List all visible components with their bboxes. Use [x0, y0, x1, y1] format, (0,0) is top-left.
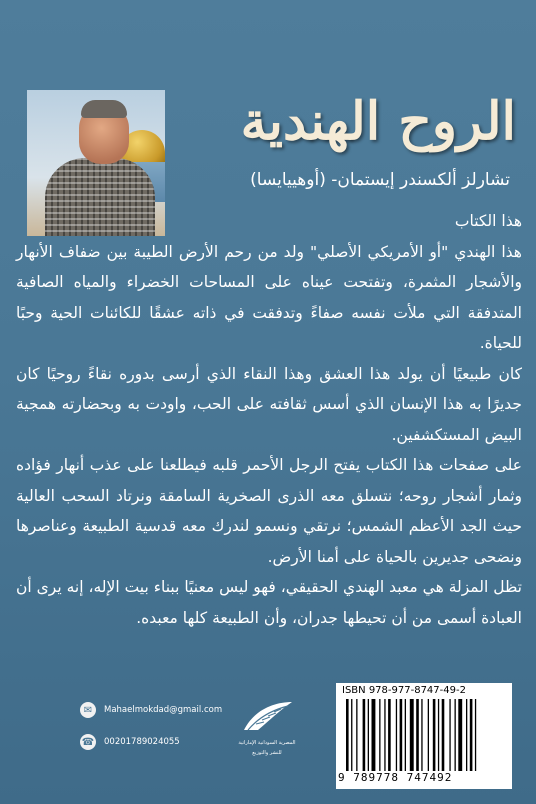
barcode-bar	[396, 699, 397, 771]
email-contact	[80, 700, 222, 720]
barcode-bar	[368, 699, 369, 771]
barcode-bar	[421, 699, 422, 771]
blurb-paragraph: كان طبيعيًا أن يولد هذا العشق وهذا النقاء الذي أرسى بدوره نقاءً روحيًا كان جديرًا به هذا الإنسان الذي أسس ثقافته على الحب، واودت به وبحضارته همجية البيض المستكشفين.	[16, 364, 522, 444]
phone-icon: ☎	[80, 734, 96, 750]
phone-text: 00201789024055	[104, 737, 180, 747]
barcode-bar	[351, 699, 352, 771]
barcode-bar	[470, 699, 473, 771]
barcode-bar	[416, 699, 419, 771]
person-hair	[81, 100, 127, 118]
blurb-heading: هذا الكتاب	[454, 212, 522, 230]
barcode-bar	[388, 699, 391, 771]
barcode-bar	[405, 699, 406, 771]
blurb-paragraph: تظل المزلة هي معبد الهندي الحقيقي، فهو ليس معنيًا ببناء بيت الإله، إنه يرى أن العبادة أسمى من أن تحيطها جدران، وأن الطبيعة كلها معبده.	[16, 578, 522, 627]
barcode-bar	[438, 699, 439, 771]
blurb-paragraph: على صفحات هذا الكتاب يفتح الرجل الأحمر قلبه فيطلعنا على عذب أنهار فؤاده وثمار أشجار روحه؛ نتسلق معه الذرى الصخرية السامقة ونرتاد السحب العالية حيث الجد الأعظم الشمس؛ نرتقي ونسمو لندرك معه قدسية الطبيعة وعناصرها ونضحى جديرين بالحياة على أمنا الأرض.	[16, 456, 522, 566]
publisher-name: المصرية السودانية الإماراتية	[238, 740, 296, 746]
feather-icon	[240, 700, 294, 734]
contact-info	[80, 700, 222, 764]
publisher-logo	[236, 700, 298, 770]
author-name: تشارلز ألكسندر إيستمان- (أوهييايسا)	[250, 170, 510, 190]
barcode-bar	[433, 699, 436, 771]
blurb-paragraph: هذا الهندي "أو الأمريكي الأصلي" ولد من رحم الأرض الطيبة بين ضفاف الأنهار والأشجار المثمرة، وتفتحت عيناه على المساحات الخضراء والمياه الصافية المتدفقة التي ملأت نفسه صفاءً وتدفقت في ذاته عشقًا للكائنات الحية وحبًا للحياة.	[16, 242, 522, 352]
barcode-bar	[428, 699, 429, 771]
book-title: الروح الهندية	[240, 91, 516, 152]
barcode-bar	[356, 699, 357, 771]
barcode-bar	[458, 699, 462, 771]
isbn-barcode	[336, 683, 512, 789]
isbn-digits: 9 789778 747492	[338, 771, 453, 784]
isbn-label: ISBN 978-977-8747-49-2	[342, 685, 466, 696]
barcode-bar	[346, 699, 349, 771]
barcode-bar	[475, 699, 476, 771]
barcode-bars	[346, 699, 502, 771]
email-icon: ✉	[80, 702, 96, 718]
blurb	[16, 206, 522, 633]
barcode-bar	[466, 699, 467, 771]
barcode-bar	[372, 699, 376, 771]
email-text: Mahaelmokdad@gmail.com	[104, 705, 223, 715]
phone-contact	[80, 732, 222, 752]
barcode-bar	[363, 699, 366, 771]
barcode-bar	[449, 699, 450, 771]
barcode-bar	[455, 699, 456, 771]
barcode-bar	[410, 699, 414, 771]
publisher-subtitle: للنشر والتوزيع	[252, 750, 282, 756]
barcode-bar	[442, 699, 445, 771]
barcode-bar	[379, 699, 380, 771]
barcode-bar	[400, 699, 403, 771]
barcode-bar	[384, 699, 385, 771]
